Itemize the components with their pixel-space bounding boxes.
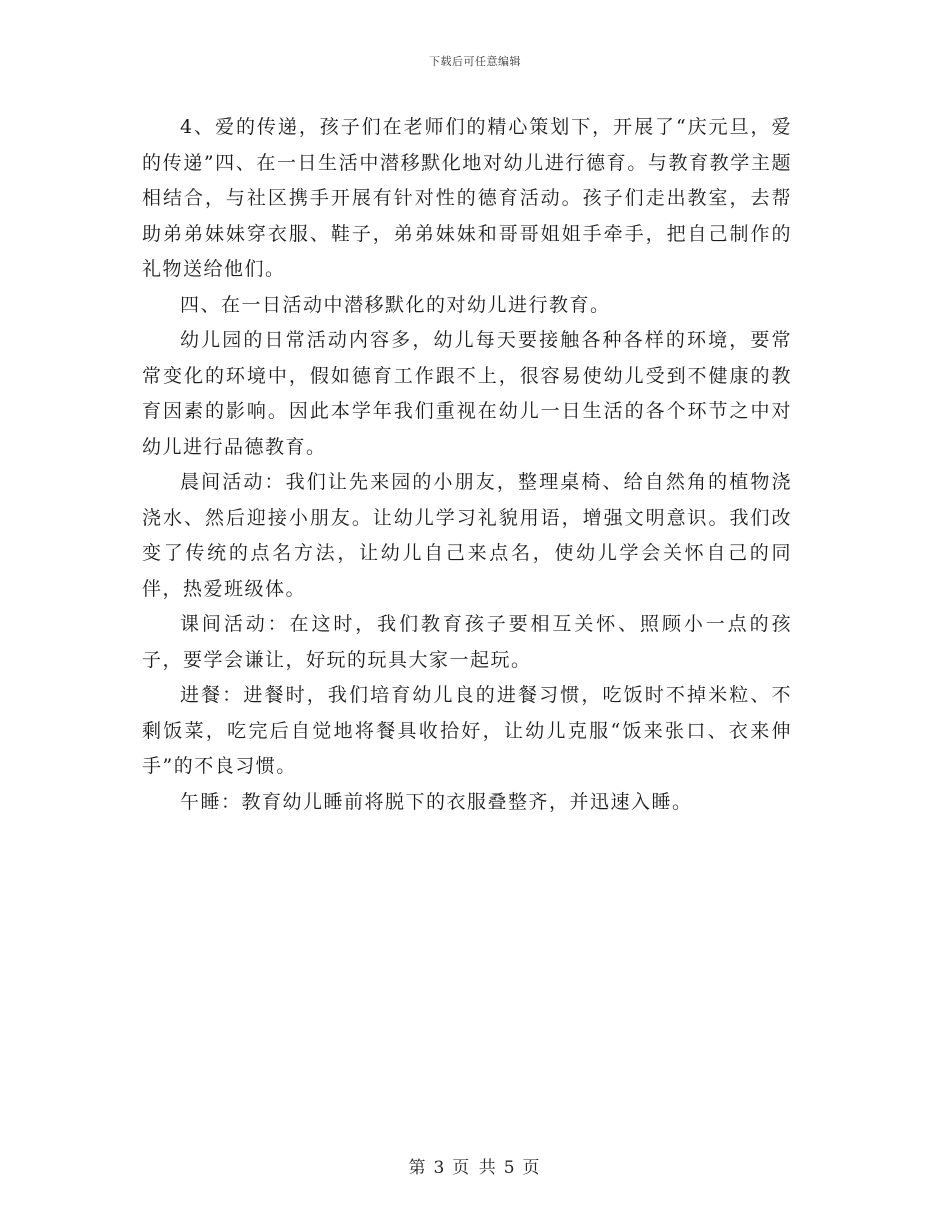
paragraph-section-heading: 四、在一日活动中潜移默化的对幼儿进行教育。 [180, 293, 611, 316]
paragraph-love-transfer: 4、爱的传递，孩子们在老师们的精心策划下，开展了“庆元旦，爱的传递”四、在一日生活中潜移默化地对幼儿进行德育。与教育教学主题相结合，与社区携手开展有针对性的德育活动。孩子们走出教室，去帮助弟弟妹妹穿衣服、鞋子，弟弟妹妹和哥哥姐姐手牵手，把自己制作的礼物送给他们。 [142, 116, 792, 280]
paragraph-morning-activities: 晨间活动：我们让先来园的小朋友，整理桌椅、给自然角的植物浇浇水、然后迎接小朋友。让幼儿学习礼貌用语，增强文明意识。我们改变了传统的点名方法，让幼儿自己来点名，使幼儿学会关怀自己的同伴，热爱班级体。 [142, 471, 792, 600]
paragraph-nap: 午睡：教育幼儿睡前将脱下的衣服叠整齐，并迅速入睡。 [180, 790, 693, 813]
page-number-suffix: 页 [522, 1158, 542, 1178]
document-body [142, 110, 792, 820]
paragraph-daily-activities: 幼儿园的日常活动内容多，幼儿每天要接触各种各样的环境，要常常变化的环境中，假如德育工作跟不上，很容易使幼儿受到不健康的教育因素的影响。因此本学年我们重视在幼儿一日生活的各个环节之中对幼儿进行品德教育。 [142, 329, 792, 458]
current-page: 3 [433, 1158, 447, 1178]
page-number [0, 1153, 950, 1178]
total-pages: 5 [503, 1158, 517, 1178]
page-number-middle: 页 共 [452, 1158, 498, 1178]
page-header: 下载后可任意编辑 [429, 55, 521, 68]
paragraph-break-activities: 课间活动：在这时，我们教育孩子要相互关怀、照顾小一点的孩子，要学会谦让，好玩的玩具大家一起玩。 [142, 613, 792, 671]
paragraph-meals: 进餐：进餐时，我们培育幼儿良的进餐习惯，吃饭时不掉米粒、不剩饭菜，吃完后自觉地将餐具收拾好，让幼儿克服“饭来张口、衣来伸手”的不良习惯。 [142, 684, 792, 777]
page-number-prefix: 第 [408, 1158, 428, 1178]
